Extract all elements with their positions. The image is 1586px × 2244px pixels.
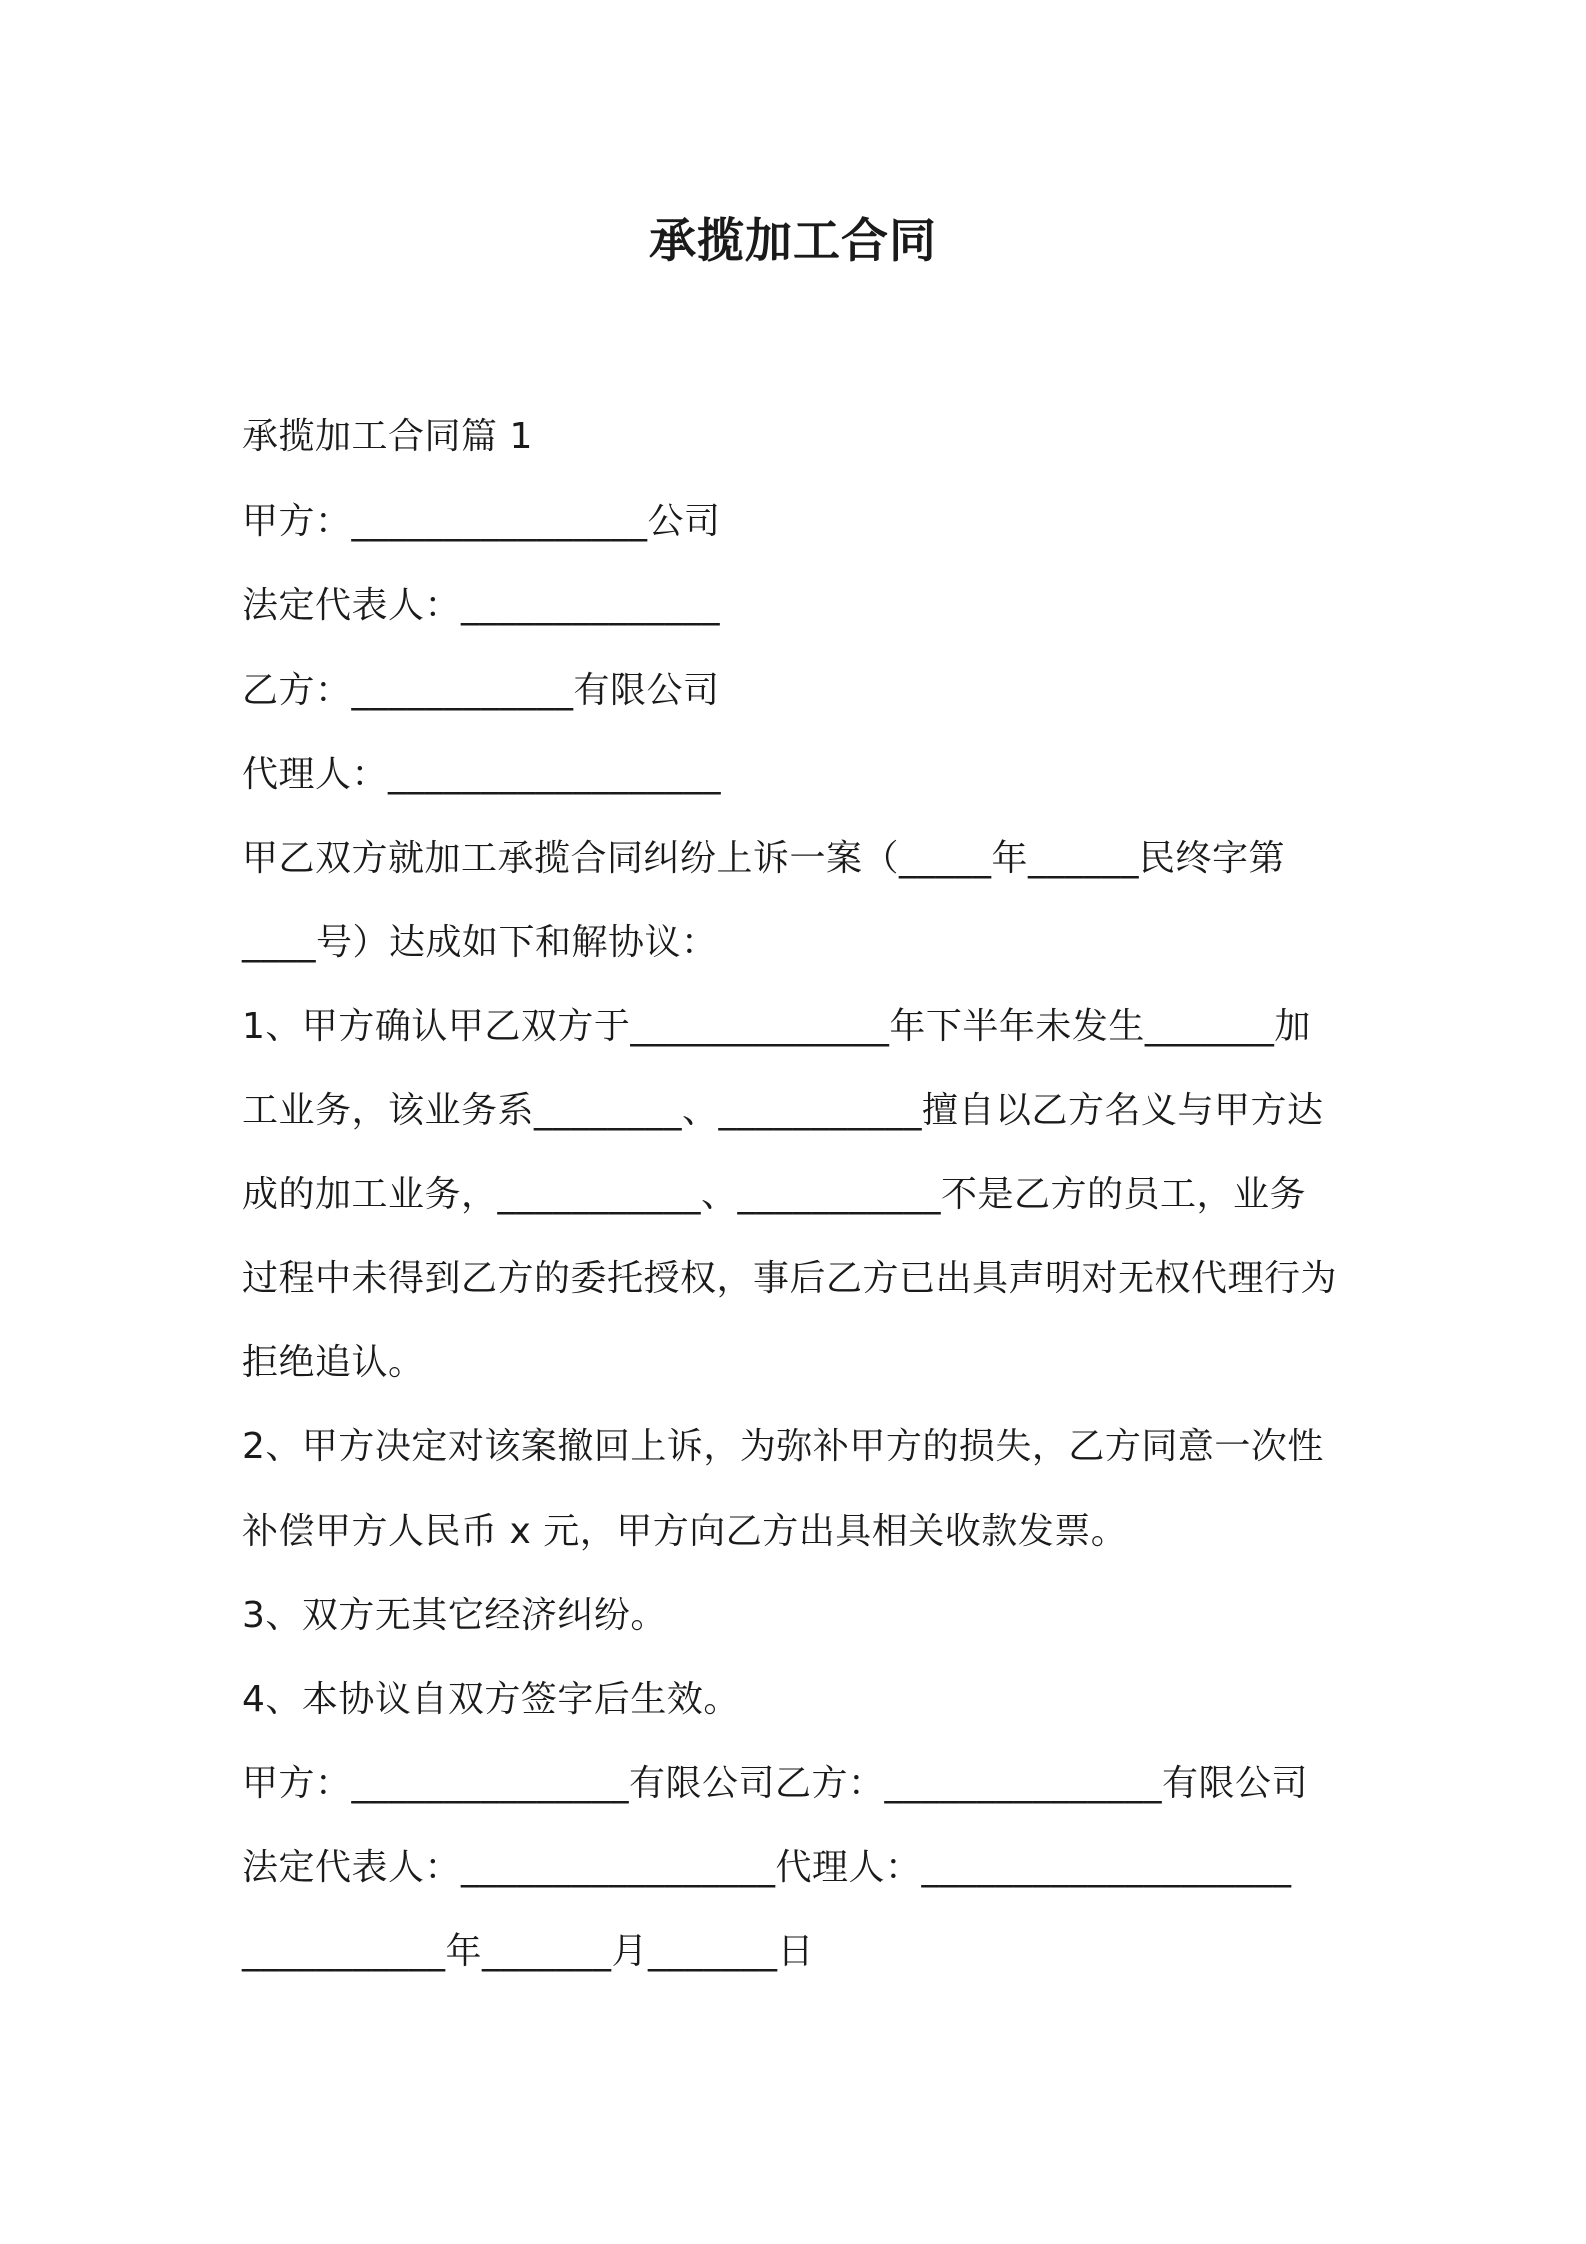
- preamble-line-1: 甲乙双方就加工承揽合同纠纷上诉一案（_____年______民终字第: [242, 838, 1286, 879]
- clause-1-line-3: 成的加工业务，___________、___________不是乙方的员工，业务: [242, 1174, 1307, 1215]
- signature-parties-line: 甲方：_______________有限公司乙方：_______________有限公司: [242, 1763, 1309, 1804]
- clause-1-line-5: 拒绝追认。: [242, 1342, 425, 1383]
- signature-representatives-line: 法定代表人：_________________代理人：____________________: [242, 1847, 1292, 1888]
- section-heading: 承揽加工合同篇 1: [242, 416, 533, 457]
- clause-2-line-2: 补偿甲方人民币 x 元，甲方向乙方出具相关收款发票。: [242, 1511, 1128, 1552]
- clause-1-line-1: 1、甲方确认甲乙双方于______________年下半年未发生_______加: [242, 1006, 1311, 1047]
- clause-1-line-2: 工业务，该业务系________、___________擅自以乙方名义与甲方达: [242, 1090, 1324, 1131]
- party-b-line: 乙方：____________有限公司: [242, 670, 720, 711]
- clause-4: 4、本协议自双方签字后生效。: [242, 1679, 740, 1720]
- clause-3: 3、双方无其它经济纠纷。: [242, 1595, 667, 1636]
- signature-date-line: ___________年_______月_______日: [242, 1931, 814, 1972]
- agent-line: 代理人：__________________: [242, 754, 722, 795]
- document-title: 承揽加工合同: [649, 214, 937, 269]
- preamble-line-2: ____号）达成如下和解协议：: [242, 922, 718, 963]
- party-a-line: 甲方：________________公司: [242, 501, 721, 542]
- clause-2-line-1: 2、甲方决定对该案撤回上诉，为弥补甲方的损失，乙方同意一次性: [242, 1426, 1324, 1467]
- clause-1-line-4: 过程中未得到乙方的委托授权，事后乙方已出具声明对无权代理行为: [242, 1258, 1338, 1299]
- legal-representative-line: 法定代表人：______________: [242, 585, 721, 626]
